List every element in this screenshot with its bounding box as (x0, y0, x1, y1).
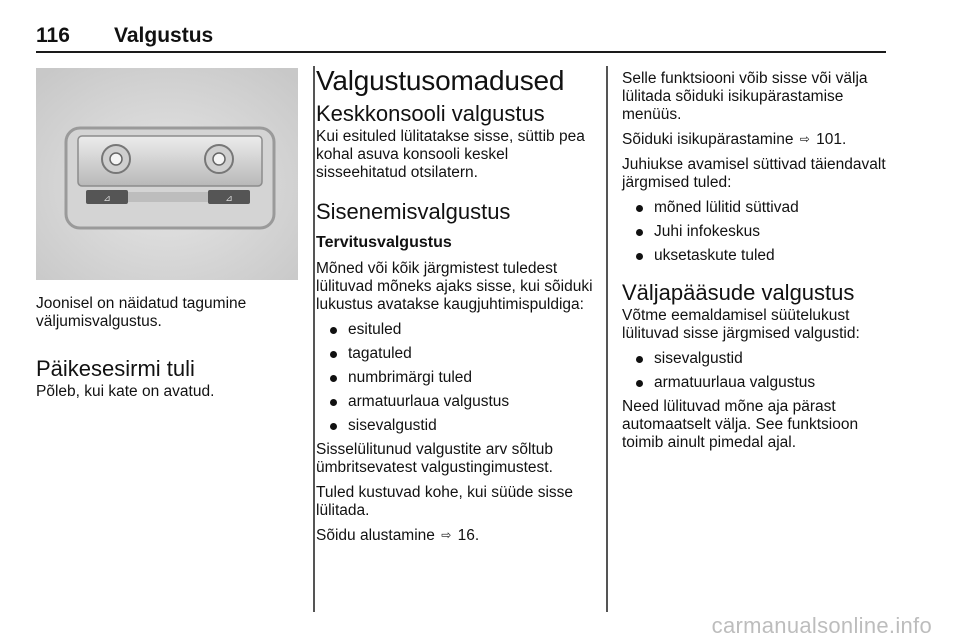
bullet-icon (330, 351, 337, 358)
reference-arrow-icon: ⇨ (441, 528, 452, 542)
console-text: Kui esituled lülitatakse sisse, süttib pea kohal asuva konsooli keskel sisseehitatud otsilatern. (316, 128, 585, 181)
list-item: tagatuled (316, 345, 596, 363)
start-reference: Sõidu alustamine ⇨ 16. (316, 527, 480, 544)
bullet-icon (636, 356, 643, 363)
list-item: esituled (316, 321, 596, 339)
page-link[interactable]: 101. (816, 131, 847, 148)
svg-text:⊿: ⊿ (103, 194, 111, 204)
exit-list (622, 350, 892, 392)
bullet-icon (330, 327, 337, 334)
list-item: armatuurlaua valgustus (316, 393, 596, 411)
personalization-reference: Sõiduki isikupärastamine ⇨ 101. (622, 131, 847, 148)
menu-text: Selle funktsiooni võib sisse või välja lülitada sõiduki isikupärastamise menüüs. (622, 70, 868, 123)
subheading-welcome: Tervitusvalgustus (316, 234, 452, 251)
bullet-icon (636, 253, 643, 260)
list-item: armatuurlaua valgustus (622, 374, 892, 392)
page-link[interactable]: 16. (457, 527, 480, 544)
bullet-icon (636, 380, 643, 387)
door-list (622, 199, 892, 265)
column-divider-2 (606, 66, 608, 612)
column-2 (316, 64, 596, 552)
chapter-title: Valgustus (114, 24, 214, 47)
list-item: numbrimärgi tuled (316, 369, 596, 387)
section-heading-sun-visor: Päikesesirmi tuli (36, 356, 195, 381)
bullet-icon (330, 375, 337, 382)
bullet-icon (330, 423, 337, 430)
auto-off-text: Need lülituvad mõne aja pärast automaatselt välja. See funktsioon toimib ainult pimedal ajal. (622, 398, 859, 451)
exit-text: Võtme eemaldamisel süütelukust lülituvad sisse järgmised valgustid: (622, 307, 860, 342)
column-divider-1 (313, 66, 315, 612)
watermark: carmanualsonline.info (711, 613, 932, 638)
list-item: sisevalgustid (622, 350, 892, 368)
welcome-list (316, 321, 596, 435)
rear-exit-light-photo (36, 68, 298, 280)
depends-text: Sisselülitunud valgustite arv sõltub ümbritsevatest valgustingimustest. (316, 441, 553, 476)
page-number: 116 (36, 24, 70, 47)
list-item: sisevalgustid (316, 417, 596, 435)
ignition-text: Tuled kustuvad kohe, kui süüde sisse lülitada. (316, 484, 574, 519)
section-heading-exit: Väljapääsude valgustus (622, 280, 855, 305)
list-item: mõned lülitid süttivad (622, 199, 892, 217)
door-open-text: Juhiukse avamisel süttivad täiendavalt järgmised tuled: (622, 156, 886, 191)
main-heading: Valgustusomadused (316, 65, 565, 96)
reference-arrow-icon: ⇨ (799, 132, 810, 146)
column-3 (622, 64, 892, 459)
page-header (36, 24, 886, 52)
bullet-icon (636, 229, 643, 236)
sun-visor-text: Põleb, kui kate on avatud. (36, 383, 215, 400)
section-heading-entry: Sisenemisvalgustus (316, 199, 511, 224)
list-item: uksetaskute tuled (622, 247, 892, 265)
column-1 (36, 64, 298, 408)
bullet-icon (330, 399, 337, 406)
section-heading-console: Keskkonsooli valgustus (316, 101, 545, 126)
welcome-text: Mõned või kõik järgmistest tuledest lülituvad mõneks ajaks sisse, kui sõiduki lukustus avatakse kaugjuhtimispuldiga: (316, 260, 593, 313)
header-rule (36, 51, 886, 53)
list-item: Juhi infokeskus (622, 223, 892, 241)
bullet-icon (636, 205, 643, 212)
figure-caption: Joonisel on näidatud tagumine väljumisvalgustus. (36, 295, 247, 330)
svg-text:⊿: ⊿ (225, 194, 233, 204)
